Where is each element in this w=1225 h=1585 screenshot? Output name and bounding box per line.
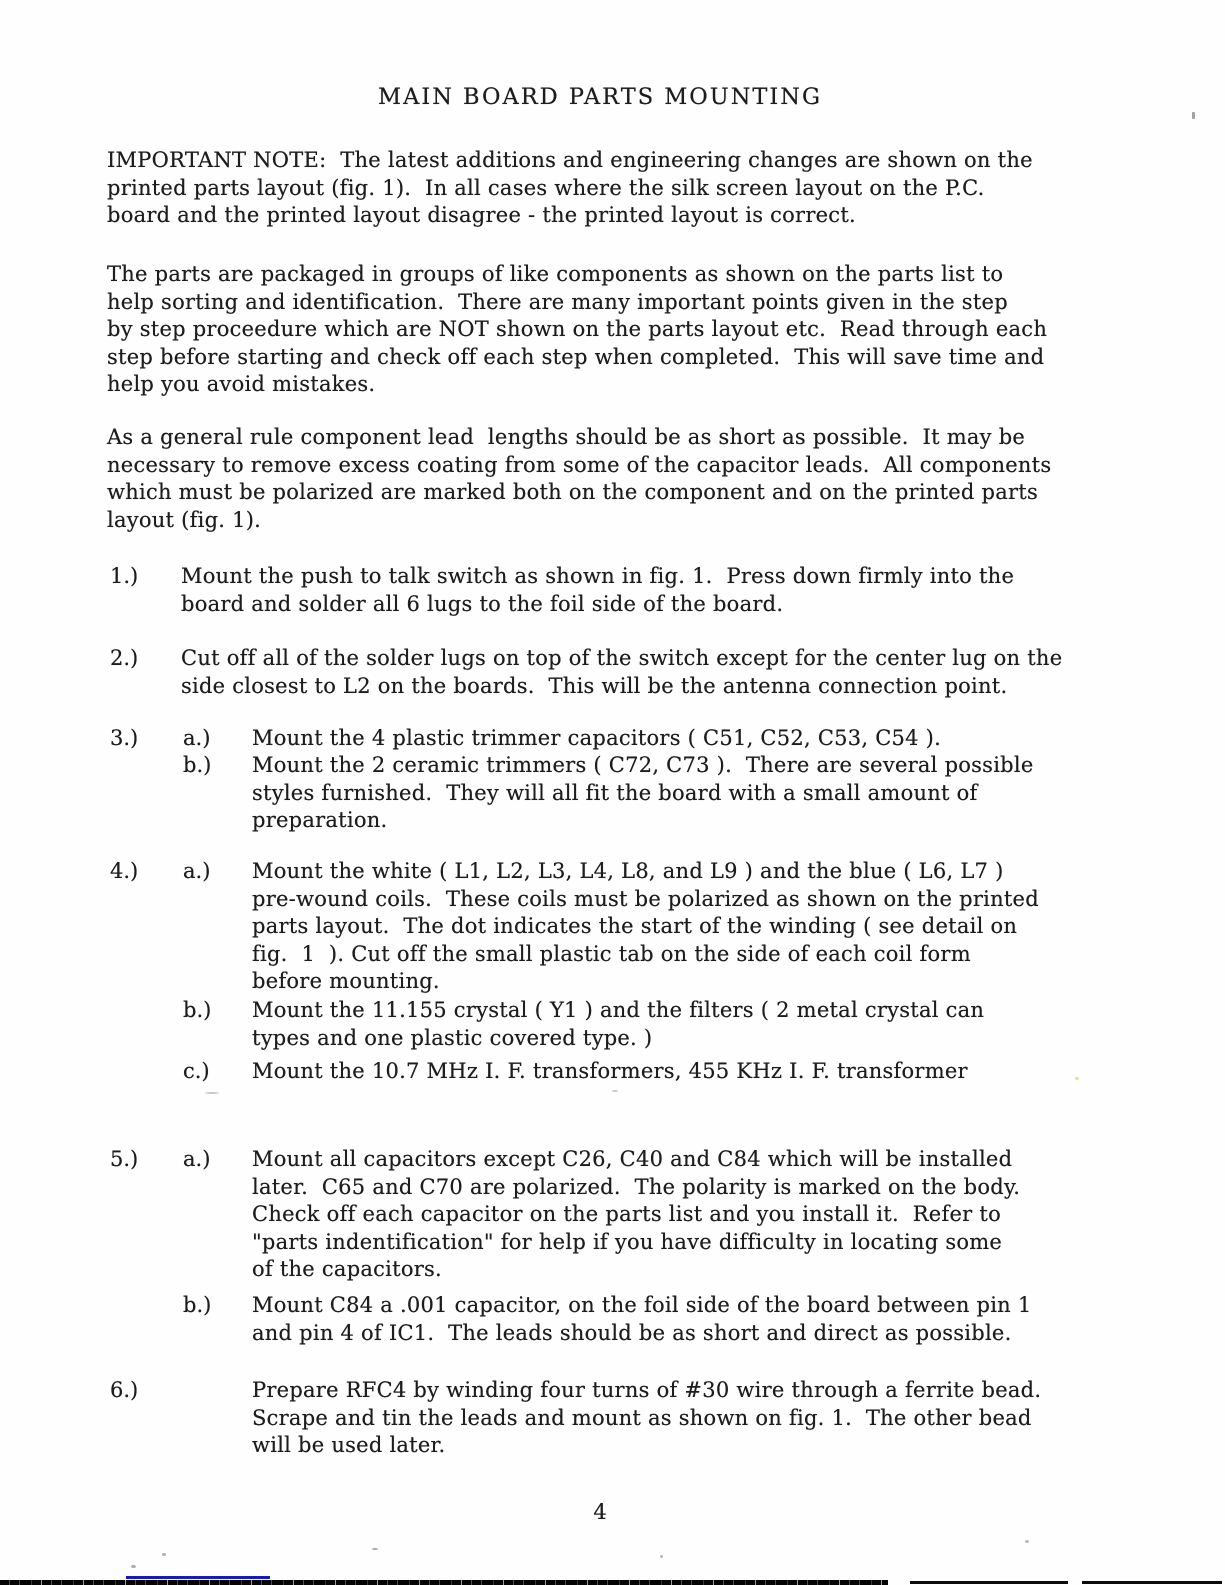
page-number: 4 [593, 1500, 607, 1524]
text-line: Check off each capacitor on the parts list and you install it. Refer to [252, 1202, 1001, 1226]
step [0, 645, 1225, 700]
text-line: Mount the 10.7 MHz I. F. transformers, 455 KHz I. F. transformer [252, 1059, 968, 1083]
step [0, 725, 1225, 753]
text-line: Mount the 2 ceramic trimmers ( C72, C73 ). There are several possible [252, 753, 1034, 777]
step-letter: c.) [183, 1059, 210, 1083]
text-line: which must be polarized are marked both on the component and on the printed parts [107, 480, 1039, 504]
step-part [0, 997, 1225, 1052]
text-line: and pin 4 of IC1. The leads should be as short and direct as possible. [252, 1320, 1012, 1345]
step-number: 4.) [110, 859, 139, 883]
text-line: before mounting. [252, 969, 440, 993]
text-line: Mount all capacitors except C26, C40 and C84 which will be installed [252, 1147, 1013, 1171]
text-line: Mount the 4 plastic trimmer capacitors ( C51, C52, C53, C54 ). [252, 726, 942, 750]
step-letter: a.) [183, 726, 211, 750]
text-line: Scrape and tin the leads and mount as shown on fig. 1. The other bead [252, 1405, 1032, 1430]
scan-speck [1075, 1077, 1079, 1080]
step-number: 5.) [110, 1147, 139, 1171]
scan-speck [131, 1565, 136, 1568]
step-number: 1.) [110, 564, 139, 588]
text-line: "parts indentification" for help if you have difficulty in locating some [252, 1229, 1003, 1254]
scan-speck [1025, 1540, 1029, 1543]
text-line: help you avoid mistakes. [107, 372, 376, 396]
text-line: types and one plastic covered type. ) [252, 1025, 653, 1050]
intro-paragraph [107, 261, 1185, 399]
text-line: The parts are packaged in groups of like components as shown on the parts list to [107, 262, 1004, 286]
text-line: help sorting and identification. There are many important points given in the step [107, 289, 1008, 314]
text-line: later. C65 and C70 are polarized. The polarity is marked on the body. [252, 1174, 1021, 1199]
text-line: fig. 1 ). Cut off the small plastic tab on the side of each coil form [252, 941, 971, 966]
text-line: Mount C84 a .001 capacitor, on the foil side of the board between pin 1 [252, 1293, 1032, 1317]
step [0, 563, 1225, 618]
step-part [0, 1058, 1225, 1086]
scan-speck [162, 1553, 166, 1556]
text-line: board and the printed layout disagree - the printed layout is correct. [107, 203, 856, 227]
step-number: 3.) [110, 726, 139, 750]
scan-speck [660, 1555, 663, 1558]
text-line: printed parts layout (fig. 1). In all cases where the silk screen layout on the P.C. [107, 175, 985, 200]
text-line: As a general rule component lead lengths should be as short as possible. It may be [107, 425, 1026, 449]
text-line: IMPORTANT NOTE: The latest additions and engineering changes are shown on the [107, 148, 1033, 172]
step-letter: b.) [183, 1293, 212, 1317]
text-line: Mount the push to talk switch as shown in fig. 1. Press down firmly into the [181, 564, 1015, 588]
text-line: styles furnished. They will all fit the board with a small amount of [252, 780, 978, 805]
text-line: will be used later. [252, 1433, 446, 1457]
step-number: 2.) [110, 646, 139, 670]
page-title: MAIN BOARD PARTS MOUNTING [378, 84, 822, 110]
footer-blue-rule [126, 1576, 270, 1579]
text-line: Mount the 11.155 crystal ( Y1 ) and the filters ( 2 metal crystal can [252, 998, 985, 1022]
text-line: preparation. [252, 808, 388, 832]
step-letter: a.) [183, 859, 211, 883]
text-line: Mount the white ( L1, L2, L3, L4, L8, and L9 ) and the blue ( L6, L7 ) [252, 859, 1004, 883]
step-part [0, 1292, 1225, 1347]
step [0, 858, 1225, 996]
step-number: 6.) [110, 1378, 139, 1402]
step [0, 1146, 1225, 1284]
scan-speck [1192, 112, 1195, 119]
text-line: side closest to L2 on the boards. This will be the antenna connection point. [181, 673, 1008, 698]
text-line: layout (fig. 1). [107, 507, 262, 532]
step-letter: a.) [183, 1147, 211, 1171]
text-line: step before starting and check off each step when completed. This will save time and [107, 344, 1045, 369]
text-line: Prepare RFC4 by winding four turns of #30 wire through a ferrite bead. [252, 1378, 1042, 1402]
scan-edge-bar [0, 1580, 888, 1585]
text-line: by step proceedure which are NOT shown on the parts layout etc. Read through each [107, 317, 1048, 341]
text-line: pre-wound coils. These coils must be polarized as shown on the printed [252, 886, 1039, 911]
text-line: board and solder all 6 lugs to the foil side of the board. [181, 591, 784, 616]
scan-speck [612, 1090, 618, 1092]
intro-paragraph [107, 147, 1185, 230]
text-line: parts layout. The dot indicates the start of the winding ( see detail on [252, 914, 1018, 938]
step-letter: b.) [183, 998, 212, 1022]
scan-edge-bar [910, 1581, 1068, 1584]
step-letter: b.) [183, 753, 212, 777]
intro-paragraph [107, 424, 1185, 534]
step-part [0, 752, 1225, 835]
scan-edge-bar [1082, 1581, 1222, 1584]
text-line: of the capacitors. [252, 1257, 442, 1281]
text-line: necessary to remove excess coating from some of the capacitor leads. All components [107, 452, 1052, 477]
text-line: Cut off all of the solder lugs on top of the switch except for the center lug on the [181, 646, 1063, 670]
step [0, 1377, 1225, 1460]
scan-speck [205, 1092, 219, 1094]
scan-speck [372, 1548, 378, 1550]
